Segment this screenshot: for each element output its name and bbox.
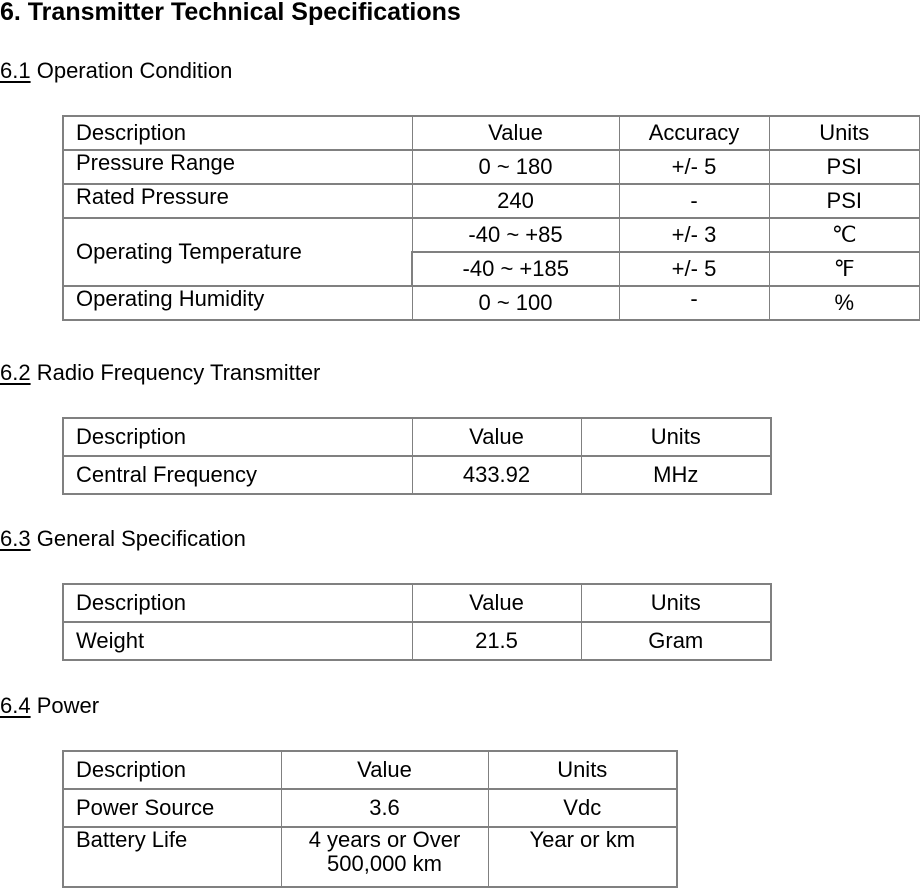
table-header-row: [63, 418, 771, 456]
header-cell: Units: [581, 584, 771, 622]
table-row: [63, 286, 920, 320]
description-cell: Central Frequency: [63, 456, 412, 494]
value-cell: 3.6: [281, 789, 488, 827]
section-title: Radio Frequency Transmitter: [36, 360, 321, 385]
units-cell: PSI: [769, 150, 920, 184]
value-line: 4 years or Over: [308, 827, 461, 852]
section-title: Power: [36, 693, 100, 718]
units-cell: ℉: [769, 252, 920, 286]
section-title: General Specification: [36, 526, 246, 551]
units-cell: Year or km: [488, 827, 677, 887]
header-cell: Description: [63, 116, 412, 150]
description-cell: Pressure Range: [63, 150, 412, 184]
table-row: [63, 827, 677, 887]
section-number: 6.3: [0, 526, 31, 551]
value-line: 500,000 km: [327, 851, 442, 876]
table-row: [63, 456, 771, 494]
units-cell: PSI: [769, 184, 920, 218]
section-heading-radio-frequency: [0, 360, 320, 386]
section-title: Operation Condition: [36, 58, 233, 83]
table-header-row: [63, 584, 771, 622]
power-table: [62, 750, 678, 888]
header-cell: Units: [488, 751, 677, 789]
table-row: [63, 218, 920, 252]
operation-condition-table: [62, 115, 920, 321]
description-cell: Weight: [63, 622, 412, 660]
general-specification-table: [62, 583, 772, 661]
header-cell: Value: [412, 116, 619, 150]
description-cell: Operating Humidity: [63, 286, 412, 320]
value-cell: 0 ~ 100: [412, 286, 619, 320]
table-row: [63, 622, 771, 660]
units-cell: MHz: [581, 456, 771, 494]
table-row: [63, 150, 920, 184]
table-header-row: [63, 116, 920, 150]
radio-frequency-table: [62, 417, 772, 495]
units-cell: ℃: [769, 218, 920, 252]
table-header-row: [63, 751, 677, 789]
value-cell: -40 ~ +85: [412, 218, 619, 252]
section-number: 6.2: [0, 360, 31, 385]
description-cell: Power Source: [63, 789, 281, 827]
value-cell: 433.92: [412, 456, 581, 494]
header-cell: Units: [581, 418, 771, 456]
accuracy-cell: +/- 3: [619, 218, 769, 252]
header-cell: Description: [63, 418, 412, 456]
table-row: [63, 184, 920, 218]
section-heading-power: [0, 693, 99, 719]
header-cell: Description: [63, 751, 281, 789]
description-cell: Rated Pressure: [63, 184, 412, 218]
accuracy-cell: +/- 5: [619, 150, 769, 184]
value-cell: [281, 827, 488, 887]
section-number: 6.4: [0, 693, 31, 718]
accuracy-cell: -: [619, 286, 769, 320]
header-cell: Units: [769, 116, 920, 150]
units-cell: Gram: [581, 622, 771, 660]
header-cell: Accuracy: [619, 116, 769, 150]
header-cell: Value: [412, 418, 581, 456]
table-row: [63, 789, 677, 827]
section-number: 6.1: [0, 58, 31, 83]
accuracy-cell: +/- 5: [619, 252, 769, 286]
value-cell: 0 ~ 180: [412, 150, 619, 184]
value-cell: 240: [412, 184, 619, 218]
header-cell: Description: [63, 584, 412, 622]
page-title: 6. Transmitter Technical Specifications: [0, 0, 461, 26]
value-cell: 21.5: [412, 622, 581, 660]
description-cell: Battery Life: [63, 827, 281, 887]
units-cell: %: [769, 286, 920, 320]
description-cell: Operating Temperature: [63, 218, 412, 286]
header-cell: Value: [281, 751, 488, 789]
section-heading-general-specification: [0, 526, 246, 552]
header-cell: Value: [412, 584, 581, 622]
units-cell: Vdc: [488, 789, 677, 827]
accuracy-cell: -: [619, 184, 769, 218]
value-cell: -40 ~ +185: [412, 252, 619, 286]
section-heading-operation-condition: [0, 58, 232, 84]
